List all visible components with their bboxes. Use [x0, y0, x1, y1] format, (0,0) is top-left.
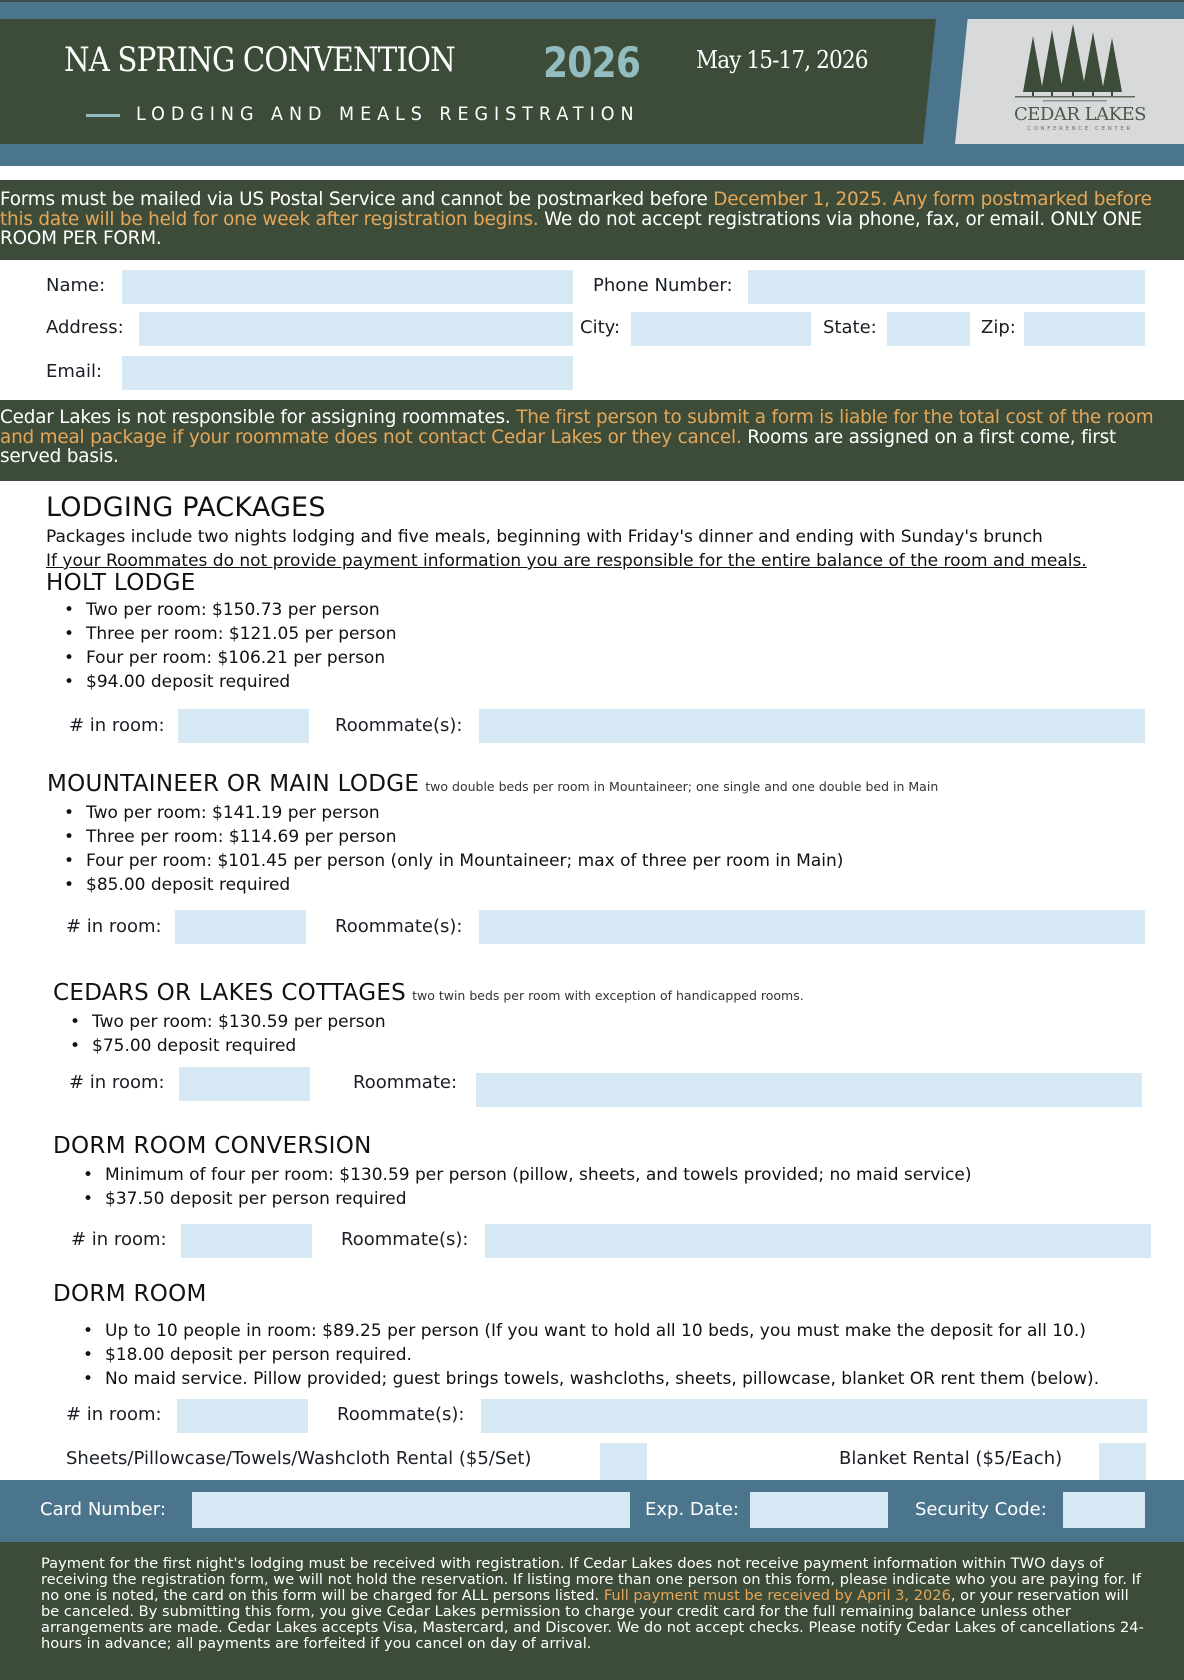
state-input[interactable]: [887, 312, 970, 346]
roommate-notice-text-2: Rooms are assigned on a first come, first served basis.: [0, 426, 1117, 467]
package-title-dorm-room: [53, 1281, 207, 1307]
cedars-pricing: [66, 1010, 386, 1058]
list-item: • Four per room: $101.45 per person (only in Mountaineer; max of three per room in Main): [60, 849, 843, 873]
cedars-count-label: # in room:: [69, 1072, 165, 1093]
list-item: • $18.00 deposit per person required.: [79, 1343, 1099, 1367]
list-item: • Three per room: $114.69 per person: [60, 825, 843, 849]
pine-trees-icon: [1005, 22, 1155, 104]
package-title-mountaineer-main: [47, 771, 938, 797]
linen-rental-field[interactable]: [600, 1443, 647, 1480]
dorm-conversion-roommate-field[interactable]: [485, 1224, 1151, 1258]
blanket-rental-label: Blanket Rental ($5/Each): [839, 1448, 1063, 1469]
list-item: • Four per room: $106.21 per person: [60, 646, 396, 670]
mailing-notice-text: Forms must be mailed via US Postal Service and cannot be postmarked before: [0, 189, 714, 210]
city-input[interactable]: [631, 312, 811, 346]
lodging-warning: If your Roommates do not provide payment information you are responsible for the entire balance of the room and meals.: [46, 551, 1087, 571]
card-number-input[interactable]: [192, 1492, 630, 1528]
holt-roommate-label: Roommate(s):: [335, 715, 463, 736]
holt-count-input[interactable]: [178, 709, 309, 743]
city-label: City:: [580, 317, 621, 338]
roommate-notice: [0, 400, 1184, 481]
event-year: 2026: [543, 38, 641, 87]
list-item: • $75.00 deposit required: [66, 1034, 386, 1058]
event-dates: May 15-17, 2026: [696, 46, 868, 74]
package-title: DORM ROOM: [53, 1281, 207, 1307]
phone-field[interactable]: [748, 270, 1145, 304]
package-title-holt-lodge: [46, 570, 196, 596]
list-item: • Two per room: $141.19 per person: [60, 801, 843, 825]
lodging-heading: LODGING PACKAGES: [46, 492, 326, 523]
cedars-roommate-label: Roommate:: [353, 1072, 458, 1093]
blanket-rental-field[interactable]: [1099, 1443, 1146, 1480]
email-input[interactable]: [122, 356, 573, 390]
footer-text: Payment for the first night's lodging must be received with registration. If Cedar Lakes does not receive payment information within TWO days of receiving the registration form, we will not hold the reservation. If listing more than one person on this form, please indicate who you are paying for. If no one is noted, the card on this form will be charged for ALL persons listed.: [41, 1555, 1142, 1604]
mountaineer-count-field[interactable]: [175, 910, 306, 944]
list-item: • $94.00 deposit required: [60, 670, 396, 694]
phone-label: Phone Number:: [593, 275, 733, 296]
list-item: • Minimum of four per room: $130.59 per person (pillow, sheets, and towels provided; no maid service): [79, 1163, 971, 1187]
dorm-room-roommate-field[interactable]: [481, 1399, 1147, 1433]
state-field[interactable]: [887, 312, 970, 346]
card-number-label: Card Number:: [40, 1499, 166, 1520]
footer-text-2: , or your reservation will be canceled. By submitting this form, you give Cedar Lakes permission to charge your credit card for the full remaining balance unless other arrangements are made. Cedar Lakes accepts Visa, Mastercard, and Discover. We do not accept checks. Please notify Cedar Lakes of cancellations 24-hours in advance; all payments are forfeited if you cancel on day of arrival.: [41, 1587, 1144, 1652]
zip-field[interactable]: [1024, 312, 1145, 346]
dorm-room-count-label: # in room:: [66, 1404, 162, 1425]
security-code-field[interactable]: [1063, 1492, 1145, 1528]
list-item: • Two per room: $130.59 per person: [66, 1010, 386, 1034]
dorm-room-roommate-input[interactable]: [481, 1399, 1147, 1433]
payment-terms-footer: [0, 1542, 1184, 1680]
footer-highlight: Full payment must be received by April 3, 2026: [603, 1587, 951, 1604]
mountaineer-pricing: [60, 801, 843, 897]
card-number-field[interactable]: [192, 1492, 630, 1528]
security-code-label: Security Code:: [915, 1499, 1047, 1520]
mountaineer-roommate-label: Roommate(s):: [335, 916, 463, 937]
dorm-conversion-roommate-input[interactable]: [485, 1224, 1151, 1258]
mailing-notice-text-2: We do not accept registrations via phone, fax, or email. ONLY ONE ROOM PER FORM.: [0, 208, 1142, 249]
package-title: MOUNTAINEER OR MAIN LODGE: [47, 771, 420, 797]
cedar-lakes-logo: [1005, 22, 1155, 140]
dorm-room-count-field[interactable]: [177, 1399, 308, 1433]
dorm-conversion-pricing: [79, 1163, 971, 1211]
state-label: State:: [823, 317, 877, 338]
package-title-cedars-lakes: [53, 980, 804, 1006]
dorm-room-pricing: [79, 1319, 1099, 1391]
mailing-notice-highlight: December 1, 2025. Any form postmarked before this date will be held for one week after registration begins.: [0, 189, 1152, 230]
holt-roommate-field[interactable]: [479, 709, 1145, 743]
logo-name: CEDAR LAKES: [1014, 104, 1146, 125]
cedars-count-field[interactable]: [179, 1067, 310, 1101]
security-code-input[interactable]: [1063, 1492, 1145, 1528]
package-title-dorm-conversion: [53, 1133, 372, 1159]
cedars-roommate-field[interactable]: [476, 1073, 1142, 1107]
holt-count-label: # in room:: [69, 715, 165, 736]
email-label: Email:: [46, 361, 103, 382]
logo-tagline: CONFERENCE CENTER: [1027, 126, 1133, 132]
subtitle-dash: [86, 114, 120, 117]
payment-section: [0, 1480, 1184, 1542]
name-field[interactable]: [122, 270, 573, 304]
list-item: • No maid service. Pillow provided; guest brings towels, washcloths, sheets, pillowcase, blanket OR rent them (below).: [79, 1367, 1099, 1391]
dorm-conversion-count-field[interactable]: [181, 1224, 312, 1258]
dorm-conversion-count-input[interactable]: [181, 1224, 312, 1258]
list-item: • Three per room: $121.05 per person: [60, 622, 396, 646]
address-input[interactable]: [139, 312, 573, 346]
zip-label: Zip:: [981, 317, 1016, 338]
holt-roommate-input[interactable]: [479, 709, 1145, 743]
cedars-count-input[interactable]: [179, 1067, 310, 1101]
name-label: Name:: [46, 275, 106, 296]
linen-rental-label: Sheets/Pillowcase/Towels/Washcloth Rental ($5/Set): [66, 1448, 532, 1469]
package-title: HOLT LODGE: [46, 570, 196, 596]
roommate-notice-highlight: The first person to submit a form is liable for the total cost of the room and meal package if your roommate does not contact Cedar Lakes or they cancel.: [0, 407, 1154, 448]
form-subtitle: LODGING AND MEALS REGISTRATION: [136, 103, 640, 125]
email-field[interactable]: [122, 356, 573, 390]
dorm-conversion-roommate-label: Roommate(s):: [341, 1229, 469, 1250]
address-label: Address:: [46, 317, 124, 338]
list-item: • $37.50 deposit per person required: [79, 1187, 971, 1211]
exp-date-field[interactable]: [750, 1492, 888, 1528]
zip-input[interactable]: [1024, 312, 1145, 346]
name-input[interactable]: [122, 270, 573, 304]
list-item: • Up to 10 people in room: $89.25 per person (If you want to hold all 10 beds, you must make the deposit for all 10.): [79, 1319, 1099, 1343]
cedars-roommate-input[interactable]: [476, 1073, 1142, 1107]
linen-rental-input[interactable]: [600, 1443, 647, 1480]
package-note: two double beds per room in Mountaineer; one single and one double bed in Main: [425, 779, 939, 794]
package-title: DORM ROOM CONVERSION: [53, 1133, 372, 1159]
mountaineer-count-input[interactable]: [175, 910, 306, 944]
mountaineer-roommate-input[interactable]: [479, 910, 1145, 944]
list-item: • Two per room: $150.73 per person: [60, 598, 396, 622]
address-field[interactable]: [139, 312, 573, 346]
phone-input[interactable]: [748, 270, 1145, 304]
header-top-line: [0, 0, 1184, 2]
package-title: CEDARS OR LAKES COTTAGES: [53, 980, 407, 1006]
event-title: NA SPRING CONVENTION: [64, 40, 455, 80]
mountaineer-roommate-field[interactable]: [479, 910, 1145, 944]
header-title-panel: [0, 19, 936, 144]
holt-lodge-pricing: [60, 598, 396, 694]
exp-date-label: Exp. Date:: [645, 1499, 739, 1520]
mailing-notice: [0, 180, 1184, 260]
blanket-rental-input[interactable]: [1099, 1443, 1146, 1480]
mountaineer-count-label: # in room:: [66, 916, 162, 937]
exp-date-input[interactable]: [750, 1492, 888, 1528]
holt-count-field[interactable]: [178, 709, 309, 743]
dorm-room-count-input[interactable]: [177, 1399, 308, 1433]
city-field[interactable]: [631, 312, 811, 346]
roommate-notice-text: Cedar Lakes is not responsible for assigning roommates.: [0, 407, 517, 428]
list-item: • $85.00 deposit required: [60, 873, 843, 897]
lodging-intro: Packages include two nights lodging and five meals, beginning with Friday's dinner and ending with Sunday's brunch: [46, 527, 1043, 547]
dorm-conversion-count-label: # in room:: [71, 1229, 167, 1250]
dorm-room-roommate-label: Roommate(s):: [337, 1404, 465, 1425]
package-note: two twin beds per room with exception of handicapped rooms.: [412, 988, 804, 1003]
